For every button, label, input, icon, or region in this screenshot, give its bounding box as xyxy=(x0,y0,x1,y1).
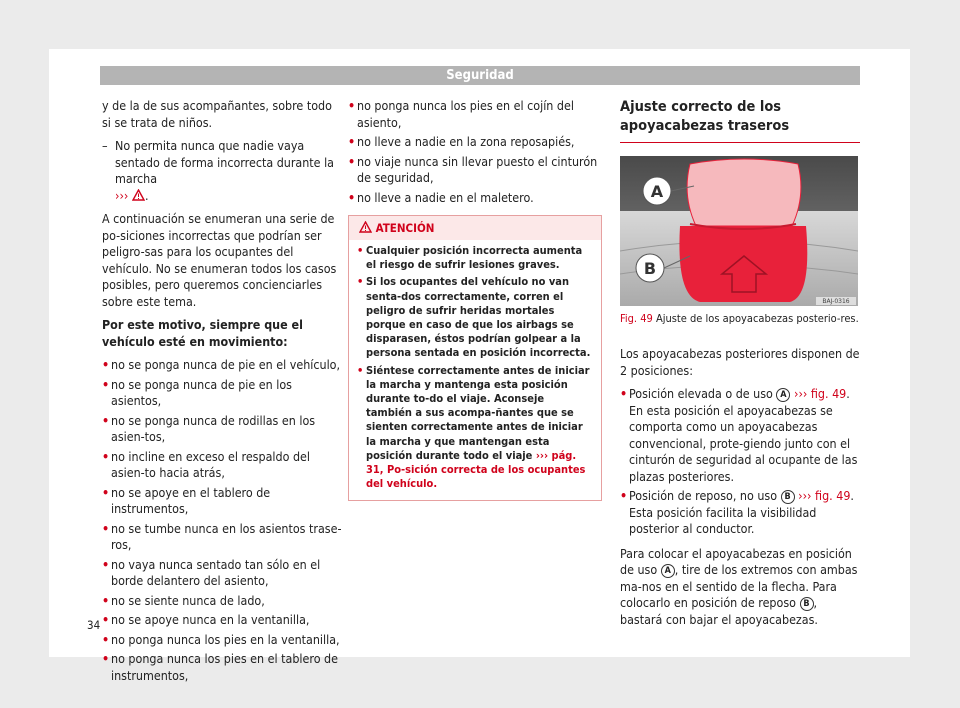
list-item: • no ponga nunca los pies en la ventanilla, xyxy=(102,632,342,649)
text: . Esta posición facilita la visibilidad posterior al conductor. xyxy=(629,488,854,536)
text: , tire de los extremos con ambas ma-nos en el sentido de la flecha. Para colocarlo en posición de reposo xyxy=(620,562,858,610)
paragraph: A continuación se enumeran una serie de po-siciones incorrectas que podrían ser peligro-sas para los ocupantes del vehículo. No se enumeran todos los casos posibles, pero queremos concienciarles sobre este tema. xyxy=(102,211,337,309)
page-number: 34 xyxy=(87,618,101,632)
list-item: • no se apoye en el tablero de instrumentos, xyxy=(102,485,342,518)
figure-number: Fig. 49 xyxy=(620,312,653,325)
page-reference-link[interactable]: ››› pág. 31, Po-sición correcta de los ocupantes del vehículo. xyxy=(366,448,586,491)
warning-item: • Si los ocupantes del vehículo no van senta-dos correctamente, corren el peligro de sufrir heridas mortales porque en caso de que los airbags se disparasen, éstos podrían golpear a la persona sentada en posición incorrecta. xyxy=(357,275,593,360)
list-item: • no ponga nunca los pies en el cojín del asiento, xyxy=(348,98,602,131)
warning-triangle-icon xyxy=(359,221,372,233)
text: Posición elevada o de uso xyxy=(629,386,773,401)
arrows-icon: ››› xyxy=(115,187,129,203)
figure-reference-link[interactable]: ››› fig. 49 xyxy=(793,386,847,401)
list-item: • no lleve a nadie en la zona reposapiés, xyxy=(348,134,602,151)
badge-b: B xyxy=(800,597,814,611)
figure-label-a: A xyxy=(650,182,664,201)
paragraph xyxy=(620,546,860,629)
section-title: Ajuste correcto de los apoyacabezas traseros xyxy=(620,98,860,143)
text: , bastará con bajar el apoyacabezas. xyxy=(620,595,818,627)
list-item: • no se ponga nunca de pie en los asientos, xyxy=(102,377,342,410)
column-2 xyxy=(348,98,602,501)
page-header: Seguridad xyxy=(100,66,860,85)
badge-b: B xyxy=(781,490,795,504)
dash-item: – No permita nunca que nadie vaya sentado de forma incorrecta durante la marcha ››› . xyxy=(102,138,342,204)
figure-reference-link[interactable]: ››› fig. 49 xyxy=(798,488,851,503)
warning-body xyxy=(349,240,601,500)
badge-a: A xyxy=(776,388,790,402)
list-item: • no vaya nunca sentado tan sólo en el borde delantero del asiento, xyxy=(102,557,342,590)
paragraph: y de la de sus acompañantes, sobre todo si se trata de niños. xyxy=(102,98,332,130)
warning-item xyxy=(357,364,593,492)
list-item: • no se tumbe nunca en los asientos trase-ros, xyxy=(102,521,342,554)
list-item: • no se apoye nunca en la ventanilla, xyxy=(102,612,342,629)
warning-title: ATENCIÓN xyxy=(375,221,435,235)
list-item xyxy=(620,488,860,538)
paragraph-bold: Por este motivo, siempre que el vehículo esté en movimiento: xyxy=(102,317,303,349)
list-item: • no ponga nunca los pies en el tablero de instrumentos, xyxy=(102,651,342,684)
list-item: • no se siente nunca de lado, xyxy=(102,593,342,610)
figure-code: BAJ-0316 xyxy=(822,298,850,305)
column-1 xyxy=(102,98,342,687)
list-item xyxy=(620,386,860,485)
list-item: • no se ponga nunca de pie en el vehículo, xyxy=(102,357,342,374)
paragraph: Los apoyacabezas posteriores disponen de 2 posiciones: xyxy=(620,346,860,378)
text: Para colocar el apoyacabezas en posición de uso xyxy=(620,545,852,577)
warning-header xyxy=(349,216,601,240)
warning-triangle-icon xyxy=(132,189,145,201)
text: Posición de reposo, no uso xyxy=(629,488,778,503)
headrest-illustration xyxy=(620,156,858,306)
text: . En esta posición el apoyacabezas se comporta como un apoyacabezas convencional, prote-giendo junto con el cinturón de seguridad al ocupante de las plazas posteriores. xyxy=(629,386,858,484)
figure-49 xyxy=(620,156,858,306)
column-3 xyxy=(620,98,860,635)
list-item: • no lleve a nadie en el maletero. xyxy=(348,190,602,207)
list-item: • no incline en exceso el respaldo del asien-to hacia atrás, xyxy=(102,449,342,482)
warning-box xyxy=(348,215,602,501)
figure-caption xyxy=(620,312,860,326)
dash-text: No permita nunca que nadie vaya sentado de forma incorrecta durante la marcha xyxy=(115,138,335,186)
list-item: • no se ponga nunca de rodillas en los asien-tos, xyxy=(102,413,342,446)
caption-text: Ajuste de los apoyacabezas posterio-res. xyxy=(655,312,859,325)
warning-item-text: Siéntese correctamente antes de iniciar la marcha y mantenga esta posición durante to-do el viaje. Aconseje también a sus acompa-ñantes que se sienten correctamente antes de iniciar la marcha y que mantengan esta posición durante todo el viaje xyxy=(366,363,590,462)
list-item: • no viaje nunca sin llevar puesto el cinturón de seguridad, xyxy=(348,154,602,187)
badge-a: A xyxy=(661,564,675,578)
warning-item: • Cualquier posición incorrecta aumenta el riesgo de sufrir lesiones graves. xyxy=(357,244,593,272)
figure-label-b: B xyxy=(643,259,657,278)
